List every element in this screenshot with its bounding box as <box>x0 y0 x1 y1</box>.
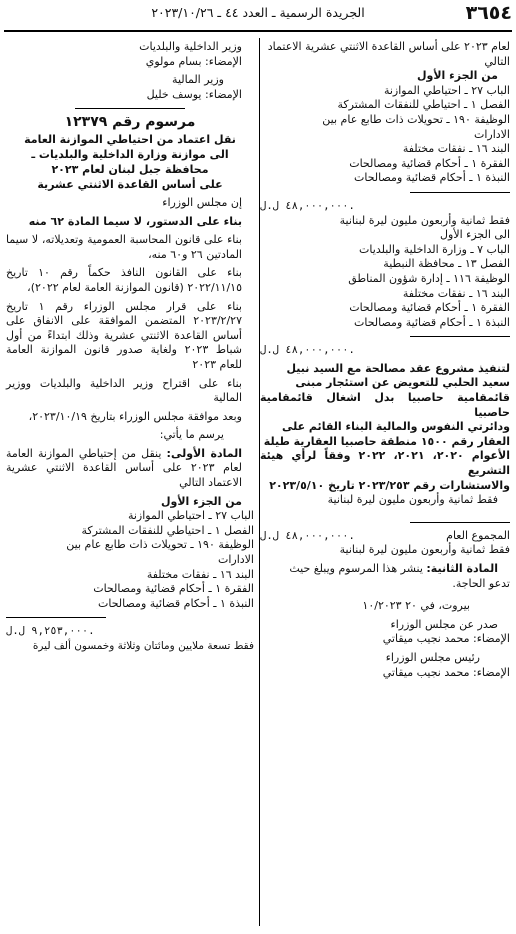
basis-accounting: بناء على قانون المحاسبة العمومية وتعديلاته، لا سيما المادتين ٢٦ و٦٠ منه، <box>6 233 242 261</box>
decree-title-line: الى موازنة وزارة الداخلية والبلديات ـ <box>31 147 229 161</box>
section-line: الفصل ١٣ ـ محافظة النبطية <box>383 257 510 271</box>
basis-law: بناء على القانون النافذ حكماً رقم ١٠ تاريخ ٢٠٢٢/١١/١٥ (قانون الموازنة العامة لعام ٢٠٢٢)، <box>6 266 242 294</box>
subparagraph-line: النبذة ١ ـ أحكام قضائية ومصالحات <box>354 315 510 329</box>
article-text-cont: تدعو الحاجة. <box>452 576 510 590</box>
minister-signature: الإمضاء: بسام مولوي <box>145 54 242 68</box>
pm-title: رئيس مجلس الوزراء <box>385 650 480 664</box>
amount: ٤٨,٠٠٠,٠٠٠ ل.ل. <box>260 344 355 357</box>
header-divider <box>4 30 512 32</box>
approval-line: وبعد موافقة مجلس الوزراء بتاريخ ٢٠٢٣/١٠/١٩، <box>28 409 242 423</box>
place-date: بيروت، في ٢٠ ١٠/٢٠٢٣ <box>362 599 470 613</box>
signature-label: الإمضاء: <box>473 665 510 679</box>
article-text: ينشر هذا المرسوم ويبلغ حيث <box>289 562 423 575</box>
amount-in-words: فقط تسعة ملايين ومائتان وثلاثة وخمسون ألف ليرة <box>32 640 254 652</box>
total-label: المجموع العام <box>446 528 510 542</box>
chapter-line: الباب ٢٧ ـ احتياطي الموازنة <box>383 83 510 97</box>
basis-proposal: بناء على اقتراح وزير الداخلية والبلديات ووزير المالية <box>6 376 242 405</box>
item-line: البند ١٦ ـ نفقات مختلفة <box>146 567 254 581</box>
total-amount: ٤٨,٠٠٠,٠٠٠ ل.ل. <box>260 529 355 542</box>
function-line: الوظيفة ١٩٠ ـ تحويلات ذات طابع عام بين <box>66 538 254 552</box>
decrees-line: يرسم ما يأتي: <box>159 428 224 442</box>
amount-in-words: فقط ثمانية وأربعون مليون ليرة لبنانية <box>327 493 498 507</box>
function-line: الوظيفة ١١٦ ـ إدارة شؤون المناطق <box>348 271 510 285</box>
section-divider <box>75 108 185 109</box>
chapter-line: الباب ٧ ـ وزارة الداخلية والبلديات <box>359 242 510 256</box>
amount-rule <box>410 192 510 193</box>
purpose-line: الأعوام ٢٠٢٠، ٢٠٢١، ٢٠٢٢ وفقاً لرأي هيئة التشريع <box>260 449 510 478</box>
issued-by: صدر عن مجلس الوزراء <box>390 617 498 631</box>
article-label: المادة الثانية: <box>426 562 498 575</box>
amount-in-words: فقط ثمانية وأربعون مليون ليرة لبنانية <box>339 213 510 227</box>
subparagraph-line: النبذة ١ ـ أحكام قضائية ومصالحات <box>98 596 254 610</box>
page-number: ٣٦٥٤ <box>465 2 512 24</box>
item-line: البند ١٦ ـ نفقات مختلفة <box>402 286 510 300</box>
decree-title-line: محافظة جبل لبنان لعام ٢٠٢٣ <box>51 162 209 176</box>
part-heading: الى الجزء الأول <box>440 228 510 242</box>
amount: ٤٨,٠٠٠,٠٠٠ ل.ل. <box>260 199 355 212</box>
purpose-line: العقار رقم ١٥٠٠ منطقة حاصبيا العقارية طيلة <box>263 434 510 448</box>
section-line: الفصل ١ ـ احتياطي للنفقات المشتركة <box>337 98 510 112</box>
basis-decision: بناء على قرار مجلس الوزراء رقم ١ تاريخ ٢٠٢٣/٢/٢٧ المتضمن الموافقة على الانفاق على أساس القاعدة الاثنتي عشرية وذلك ابتداءً من أول شباط ٢٠٢٣ ولغاية صدور قانون الموازنة العامة للعام ٢٠٢٣ <box>6 299 242 371</box>
signature-name: محمد نجيب ميقاتي <box>382 632 470 646</box>
part-heading: من الجزء الأول <box>160 494 242 508</box>
total-in-words: فقط ثمانية وأربعون مليون ليرة لبنانية <box>339 543 510 557</box>
minister-signature: الإمضاء: يوسف خليل <box>146 87 242 101</box>
article-label: المادة الأولى: <box>166 446 242 460</box>
paragraph-line: الفقرة ١ ـ أحكام قضائية ومصالحات <box>349 301 510 315</box>
left-column <box>6 40 254 654</box>
text-line: لعام ٢٠٢٣ على أساس القاعدة الاثنتي عشرية الاعتماد <box>267 40 510 53</box>
right-column <box>260 40 510 680</box>
total-rule <box>410 522 510 523</box>
council-line: إن مجلس الوزراء <box>162 195 242 209</box>
amount-rule <box>410 336 510 337</box>
purpose-line: قائمقامية حاصبيا بدل اشغال قائمقامية حاصبيا <box>260 391 510 419</box>
signature-name: محمد نجيب ميقاتي <box>382 665 470 679</box>
purpose-line: لتنفيذ مشروع عقد مصالحة مع السيد نبيل <box>286 361 510 375</box>
item-line: البند ١٦ ـ نفقات مختلفة <box>402 142 510 156</box>
paragraph-line: الفقرة ١ ـ أحكام قضائية ومصالحات <box>93 582 254 596</box>
text-line: التالي <box>484 54 510 68</box>
amount: ٩,٢٥٣,٠٠٠ ل.ل. <box>6 625 95 638</box>
subparagraph-line: النبذة ١ ـ أحكام قضائية ومصالحات <box>354 171 510 185</box>
decree-title-line: نقل اعتماد من احتياطي الموازنة العامة <box>24 132 236 146</box>
basis-constitution: بناء على الدستور، لا سيما المادة ٦٢ منه <box>28 214 242 228</box>
paragraph-line: الفقرة ١ ـ أحكام قضائية ومصالحات <box>349 156 510 170</box>
function-line: الوظيفة ١٩٠ ـ تحويلات ذات طابع عام بين <box>322 112 510 126</box>
part-heading: من الجزء الأول <box>416 69 498 83</box>
section-line: الفصل ١ ـ احتياطي للنفقات المشتركة <box>81 523 254 537</box>
total-row <box>260 529 510 544</box>
function-line-cont: الادارات <box>473 127 510 141</box>
amount-rule <box>6 617 106 618</box>
purpose-line: والاستشارات رقم ٢٠٢٣/٢٥٣ تاريخ ٢٠٢٣/٥/١٠ <box>269 478 510 492</box>
purpose-line: سعيد الحلبي للتعويض عن استئجار مبنى <box>295 376 510 390</box>
minister-title: وزير الداخلية والبلديات <box>139 40 242 53</box>
chapter-line: الباب ٢٧ ـ احتياطي الموازنة <box>127 509 254 523</box>
page-header <box>4 2 512 28</box>
minister-title: وزير المالية <box>172 73 224 87</box>
decree-title-line: على أساس القاعدة الاثنتي عشرية <box>37 177 223 191</box>
function-line-cont: الادارات <box>217 553 254 567</box>
gazette-title: الجريدة الرسمية ـ العدد ٤٤ ـ ٢٠٢٣/١٠/٢٦ <box>151 5 365 20</box>
signature-label: الإمضاء: <box>473 632 510 646</box>
decree-number: مرسوم رقم ١٢٣٧٩ <box>64 114 196 131</box>
purpose-line: ودائرتي النفوس والمالية البناء القائم على <box>281 420 510 434</box>
article-text: ينقل من إحتياطي الموازنة العامة لعام ٢٠٢٣ على أساس القاعدة الاثنتي عشرية الاعتماد التالي <box>6 446 242 490</box>
